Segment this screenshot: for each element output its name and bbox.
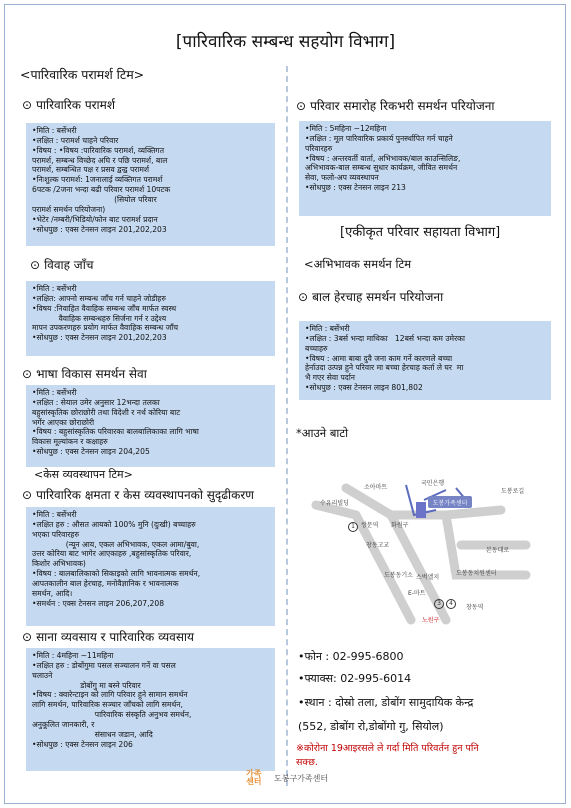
- column-divider: [286, 66, 288, 786]
- contact-place: •स्थान : दोस्रो तला, डोबोंग सामुदायिक केन्द्र: [298, 696, 474, 709]
- info-line: •सोधपुछ : एक्स टेनसन लाइन 206: [32, 739, 133, 749]
- map-label: E-마트: [408, 590, 426, 597]
- info-line: •लक्षित : 3बर्स भन्दा माथिका 12बर्स भन्दा कम उमेरका: [305, 333, 465, 343]
- section-heading-counseling: [22, 96, 115, 113]
- section-title: विवाह जाँच: [44, 258, 94, 272]
- contact-address: (552, डोबोंग रो,डोबोंगो गु, सियोल): [298, 720, 444, 733]
- info-line: सेवा, फलो-अप व्यवस्थापन: [305, 173, 379, 183]
- page-title: [पारिवारिक सम्बन्ध सहयोग विभाग]: [175, 32, 396, 52]
- section-title: साना व्यवसाय र पारिवारिक व्यवसाय: [36, 630, 195, 644]
- map-label: 노원구: [422, 617, 440, 624]
- section-heading-childcare: [298, 288, 443, 305]
- info-line: •विषय : बहुसांस्कृतिक परिवारका बालबालिकाका लागि भाषा: [32, 427, 199, 437]
- info-line: परामर्श, सम्बन्ध विच्छेद अघि र पछि परामर्श, बाल: [32, 155, 168, 165]
- circle-bullet-icon: ⊙: [22, 97, 33, 112]
- map-label: 창동고교: [366, 542, 390, 549]
- info-line: •निःशुल्क परामर्श: 1जनालाई व्यक्तिगत परामर्श: [32, 175, 163, 185]
- info-line: •समर्थन : एक्स टेनसन लाइन 206,207,208: [32, 598, 165, 608]
- info-line: (सियोल परिवार: [32, 195, 157, 205]
- info-line: भर्गेर आएका छोराछोरी: [32, 417, 95, 427]
- info-line: •लक्षित : परामर्श चाहने परिवार: [32, 135, 119, 145]
- info-line: •मिति : 4महिना ~11महिना: [32, 651, 114, 660]
- info-line: परामर्श समर्थन परियोजना): [32, 204, 106, 214]
- station-marker: 1: [348, 522, 358, 532]
- info-box-marriage: [26, 281, 275, 356]
- info-line: लागि समर्थन, पारिवारिक सञ्चार जाँचको लागि समर्थन,: [32, 700, 183, 710]
- contact-phone: •फोन : 02-995-6800: [298, 650, 404, 663]
- logo-text: 도봉구가족센터: [274, 773, 329, 783]
- info-line: 6पटक /2जना भन्दा बढी परिवार परामर्श 10पटक: [32, 185, 171, 195]
- center-label: 도봉가족센터: [432, 500, 468, 507]
- map-label: 도봉동기소: [384, 572, 413, 579]
- info-line: हेर्नाउदा उत्पन्न हुने परिवार मा बच्चा हेरचाह कर्ता ले घर मा: [305, 363, 464, 373]
- info-line: •लक्षित : सेयाल उमेर अनुसार 12भन्दा तलका: [32, 397, 160, 407]
- info-line: •मिति : बर्सेभरी: [32, 284, 77, 293]
- circle-bullet-icon: ⊙: [22, 487, 33, 502]
- info-line: समर्थन, आदि।: [32, 588, 73, 598]
- info-line: •सोधपुछ : एक्स टेनसन लाइन 213: [305, 183, 406, 193]
- info-line: •मिति : बर्सेभरी: [32, 126, 77, 135]
- contact-fax: •फ्याक्स: 02-995-6014: [298, 672, 412, 685]
- circle-bullet-icon: ⊙: [30, 257, 41, 272]
- info-line: •विषय : क्वारेन्टाइन को लागि परिवार हुने सामान समर्थन: [32, 690, 188, 700]
- info-line: •विषय : बालबालिकाको सिकाइको लागि भावनात्मक समर्थन,: [32, 569, 201, 579]
- info-line: उत्तर कोरिया बाट भागेर आएकाहरु ,बहुसांस्कृतिक परिवार,: [32, 549, 192, 559]
- info-line: •विषय : अन्तरवर्ती वार्ता, अभिभावक/बाल काउन्सिलिङ,: [305, 153, 461, 163]
- info-line: •सोधपुछ : एक्स टेनसन लाइन 801,802: [305, 383, 423, 393]
- section-title: भाषा विकास समर्थन सेवा: [36, 367, 147, 381]
- section-title: पारिवारिक परामर्श: [36, 98, 115, 112]
- station-marker: 3: [434, 599, 444, 609]
- info-line: वैवाहिक सम्बन्धहरु सिर्जना गर्न र उद्देश्य: [32, 313, 167, 323]
- map-label: 본동대로: [486, 547, 510, 554]
- info-line: बहुसांस्कृतिक छोराछोरी तथा विदेशी र नर्थ कोरिया बाट: [32, 407, 181, 417]
- info-line: अभिभावक-बाल सम्बन्ध सुधार कार्यक्रम, जीवित समर्थन: [305, 163, 458, 173]
- logo-mark: 가족센터: [246, 769, 262, 786]
- center-logo: [246, 770, 328, 786]
- map-label: 소아마트: [364, 484, 388, 491]
- section-heading-language: [22, 365, 147, 382]
- info-line: मापन उपकरणहरु प्रयोग मार्फत वैवाहिक सम्बन्ध जाँच: [32, 323, 179, 333]
- map-label: 화원구: [391, 522, 409, 529]
- map-label: 스벅엘지: [416, 574, 440, 581]
- info-box-counseling: [26, 123, 275, 246]
- map-label: 도봉로길: [501, 488, 525, 495]
- info-line: •विषय : •विषय :पारिवारिक परामर्श, व्यक्तिगत: [32, 145, 165, 155]
- team-heading-counseling: <पारिवारिक परामर्श टिम>: [20, 67, 145, 82]
- section-heading-event: [296, 97, 495, 114]
- info-line: •मिति : 5महिना ~12महिना: [305, 124, 387, 133]
- info-box-case: [26, 507, 275, 626]
- section-title: बाल हेरचाह समर्थन परियोजना: [312, 290, 444, 304]
- team-heading-case: <केस व्यवस्थापन टिम>: [34, 468, 133, 481]
- info-line: भै गएर सेवा पर्दान: [305, 373, 356, 383]
- map-label: 국민은행: [421, 480, 445, 487]
- department-heading: [एकीकृत परिवार सहायता विभाग]: [340, 225, 501, 240]
- directions-heading: *आउने बाटो: [296, 426, 349, 440]
- info-line: पारिवारिक संस्कृति अनुभव समर्थन,: [32, 710, 192, 720]
- info-line: संसाधन जडान, आदि: [32, 729, 153, 739]
- info-line: •विषय : आमा बाबा दुवै जना काम गर्ने कारणले बच्चा: [305, 353, 453, 363]
- location-map: [296, 470, 541, 625]
- map-label: 쌍문역: [361, 522, 379, 529]
- info-line: डोबोंगु मा बस्ने परिवार: [32, 680, 141, 690]
- info-box-language: [26, 385, 275, 467]
- info-line: •लक्षित : मूल पारिवारिक प्रकार्य पुनर्स्थापित गर्न चाहने: [305, 133, 453, 143]
- circle-bullet-icon: ⊙: [22, 629, 33, 644]
- info-line: (न्यून आय, एकल अभिभावक, एकल आमा/बुवा,: [32, 539, 200, 549]
- info-line: •लक्षित हरु : डोबोंगुमा पसल सञ्चालन गर्ने वा पसल: [32, 660, 176, 670]
- info-line: भएका परिवारहरु: [32, 529, 80, 539]
- circle-bullet-icon: ⊙: [296, 98, 307, 113]
- map-label: 도봉동치원센터: [456, 570, 497, 577]
- info-line: •सोधपुछ : एक्स टेनसन लाइन 204,205: [32, 447, 150, 457]
- info-line: परामर्श, सम्बन्धित पक्ष र प्रसव द्वन्द्व परामर्श: [32, 165, 150, 175]
- info-box-event: [299, 121, 551, 216]
- notice-line-1: ※कोरोना 19आइरसले ले गर्दा मिति परिवर्तन हुन पनि: [296, 743, 479, 754]
- section-heading-business: [22, 628, 194, 645]
- notice-line-2: सक्छ.: [296, 757, 318, 768]
- circle-bullet-icon: ⊙: [298, 289, 309, 304]
- info-line: आपतकालीन बाल हेरचाह, मनोवैज्ञानिक र भावनात्मक: [32, 579, 179, 589]
- info-line: अनुकूलित जानकारी, र: [32, 720, 95, 730]
- section-title: पारिवारिक क्षमता र केस व्यवस्थापनको सुदृढीकरण: [36, 488, 254, 502]
- map-label: 창동역: [466, 604, 484, 611]
- section-heading-case: [22, 486, 254, 503]
- info-line: •लक्षित: आफ्नो सम्बन्ध जाँच गर्न चाहने जोडीहरु: [32, 293, 166, 303]
- info-line: •सोधपुछ : एक्स टेनसन लाइन 201,202,203: [32, 224, 167, 234]
- info-line: •भेटेर /नम्बरी/भिडियो/फोन बाट परामर्श प्रदान: [32, 214, 158, 224]
- team-heading-parent: <अभिभावक समर्थन टिम: [304, 257, 412, 271]
- info-box-business: [26, 648, 275, 771]
- info-line: •सोधपुछ : एक्स टेनसन लाइन 201,202,203: [32, 333, 167, 343]
- map-label: 수유리빌딩: [320, 500, 349, 507]
- info-line: परिवारहरु: [305, 143, 333, 153]
- info-line: •विषय :निवाहित वैवाहिक सम्बन्ध जाँच मार्फत स्वस्थ: [32, 303, 177, 313]
- building-marker: [416, 502, 426, 518]
- info-line: किशोर अभिभावक): [32, 559, 86, 569]
- section-title: परिवार समारोह रिकभरी समर्थन परियोजना: [310, 99, 495, 113]
- station-marker: 4: [446, 599, 456, 609]
- circle-bullet-icon: ⊙: [22, 366, 33, 381]
- info-line: बच्चाहरु: [305, 343, 328, 353]
- info-line: •मिति : बर्सेभरी: [305, 324, 350, 333]
- info-line: चलाउने: [32, 670, 53, 680]
- section-heading-marriage: [30, 256, 93, 273]
- info-line: •लक्षित हरु : औसत आयको 100% मुनि (दुःखी) बच्चाहरु: [32, 519, 196, 529]
- info-line: •मिति : बर्सेभरी: [32, 510, 77, 519]
- info-line: •मिति : बर्सेभरी: [32, 388, 77, 397]
- info-box-childcare: [299, 321, 551, 400]
- info-line: विकास मूल्यांकन र कक्षाहरु: [32, 437, 108, 447]
